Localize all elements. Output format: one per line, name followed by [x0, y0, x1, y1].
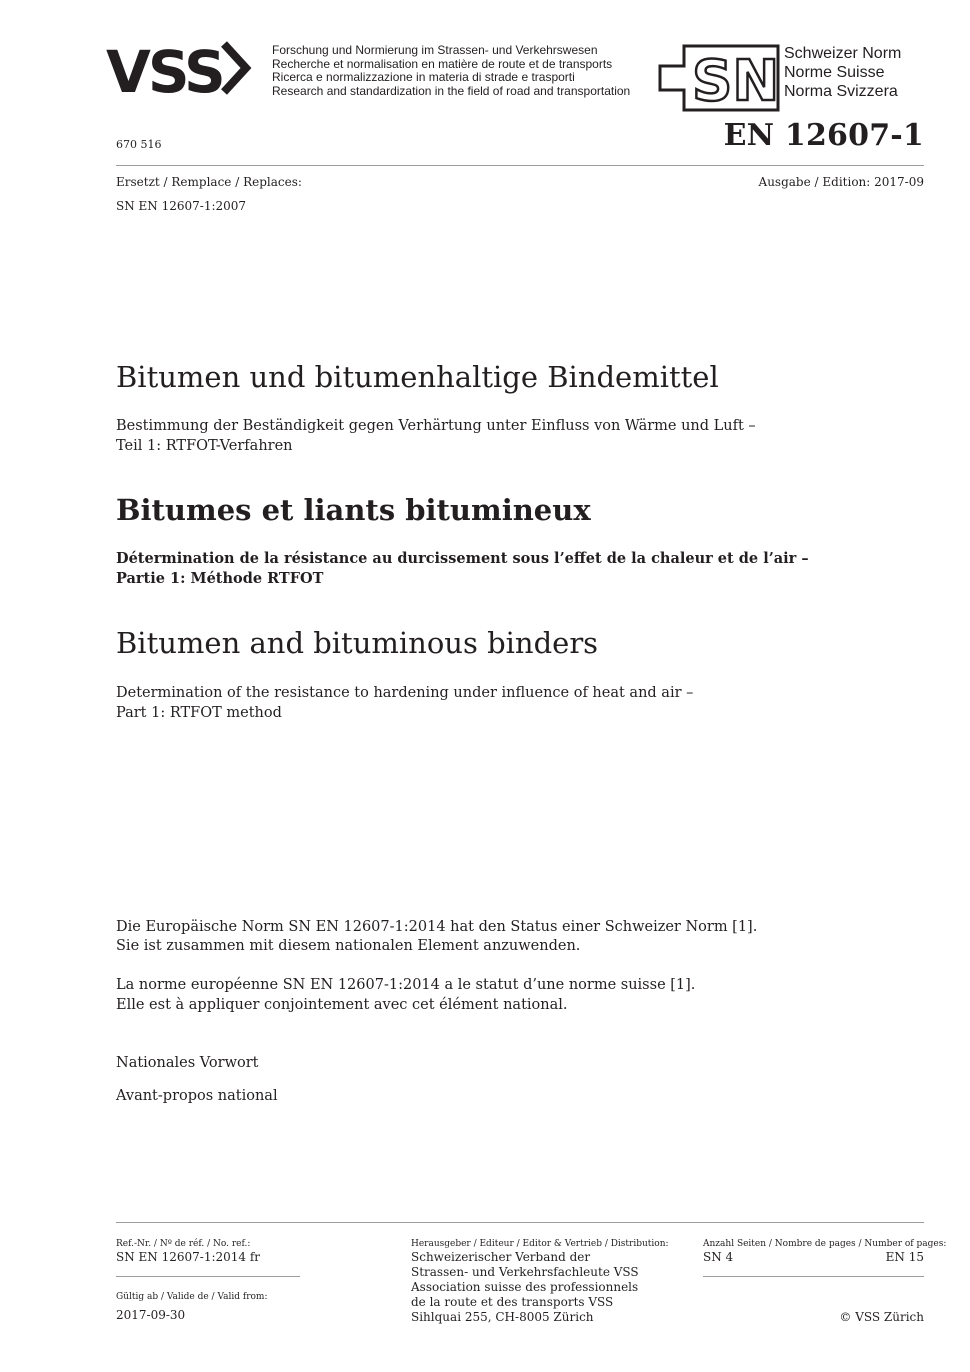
- status-de-2: Sie ist zusammen mit diesem nationalen Element anzuwenden.: [116, 938, 581, 954]
- publisher-line: Strassen- und Verkehrsfachleute VSS: [411, 1265, 639, 1279]
- sn-logo-text: SN: [692, 49, 780, 112]
- publisher-line: de la route et des transports VSS: [411, 1295, 614, 1309]
- pages-label: Anzahl Seiten / Nombre de pages / Number of pages:: [703, 1239, 947, 1249]
- vss-line: Forschung und Normierung im Strassen- und Verkehrswesen: [272, 43, 598, 57]
- ref-value: SN EN 12607-1:2014 fr: [116, 1250, 261, 1264]
- publisher-line: Schweizerischer Verband der: [411, 1250, 591, 1264]
- foreword-de: Nationales Vorwort: [116, 1055, 259, 1071]
- pages-en: EN 15: [885, 1250, 924, 1264]
- ref-label: Ref.-Nr. / Nº de réf. / No. ref.:: [116, 1239, 251, 1249]
- subtitle-fr-2: Partie 1: Méthode RTFOT: [116, 570, 324, 587]
- edition: Ausgabe / Edition: 2017-09: [758, 175, 924, 189]
- ref-divider: [116, 1276, 300, 1277]
- publisher-line: Sihlquai 255, CH-8005 Zürich: [411, 1310, 594, 1324]
- footer-divider: [116, 1222, 924, 1223]
- sn-names: [784, 44, 901, 101]
- vss-logo-text: VSS: [106, 40, 223, 100]
- title-de: Bitumen und bitumenhaltige Bindemittel: [116, 360, 719, 394]
- status-fr-2: Elle est à appliquer conjointement avec cet élément national.: [116, 997, 568, 1013]
- publisher-address: [411, 1250, 639, 1325]
- subtitle-en-2: Part 1: RTFOT method: [116, 705, 282, 721]
- vss-line: Recherche et normalisation en matière de route et de transports: [272, 56, 613, 71]
- sn-logo: [656, 44, 782, 112]
- subtitle-en-1: Determination of the resistance to hardening under influence of heat and air –: [116, 685, 694, 701]
- publisher-label: Herausgeber / Editeur / Editor & Vertrieb / Distribution:: [411, 1239, 669, 1249]
- publisher-line: Association suisse des professionnels: [411, 1280, 639, 1294]
- document-number: 670 516: [116, 138, 162, 151]
- title-en: Bitumen and bituminous binders: [116, 626, 599, 660]
- pages-divider: [703, 1276, 924, 1277]
- status-de-1: Die Europäische Norm SN EN 12607-1:2014 hat den Status einer Schweizer Norm [1].: [116, 919, 758, 935]
- sn-name-fr: Norme Suisse: [784, 64, 885, 81]
- valid-label: Gültig ab / Valide de / Valid from:: [116, 1292, 268, 1302]
- standard-id: EN 12607-1: [723, 118, 924, 153]
- vss-line: Ricerca e normalizzazione in materia di strade e trasporti: [272, 70, 575, 84]
- replaces-label: Ersetzt / Remplace / Replaces:: [116, 175, 302, 189]
- subtitle-de-2: Teil 1: RTFOT-Verfahren: [116, 438, 293, 454]
- replaces-value: SN EN 12607-1:2007: [116, 199, 247, 213]
- copyright: © VSS Zürich: [839, 1310, 924, 1324]
- subtitle-fr-1: Détermination de la résistance au durcissement sous l’effet de la chaleur et de l’air –: [116, 550, 809, 567]
- header-divider: [116, 165, 924, 166]
- status-fr-1: La norme européenne SN EN 12607-1:2014 a le statut d’une norme suisse [1].: [116, 977, 696, 993]
- title-fr: Bitumes et liants bitumineux: [116, 493, 591, 527]
- sn-name-it: Norma Svizzera: [784, 83, 898, 100]
- valid-value: 2017-09-30: [116, 1308, 186, 1322]
- foreword-fr: Avant-propos national: [116, 1088, 278, 1104]
- subtitle-de-1: Bestimmung der Beständigkeit gegen Verhärtung unter Einfluss von Wärme und Luft –: [116, 418, 756, 434]
- vss-logo: [106, 40, 266, 100]
- vss-description: [272, 44, 630, 98]
- vss-line: Research and standardization in the field of road and transportation: [272, 83, 631, 98]
- sn-name-de: Schweizer Norm: [784, 45, 902, 62]
- pages-sn: SN 4: [703, 1250, 734, 1264]
